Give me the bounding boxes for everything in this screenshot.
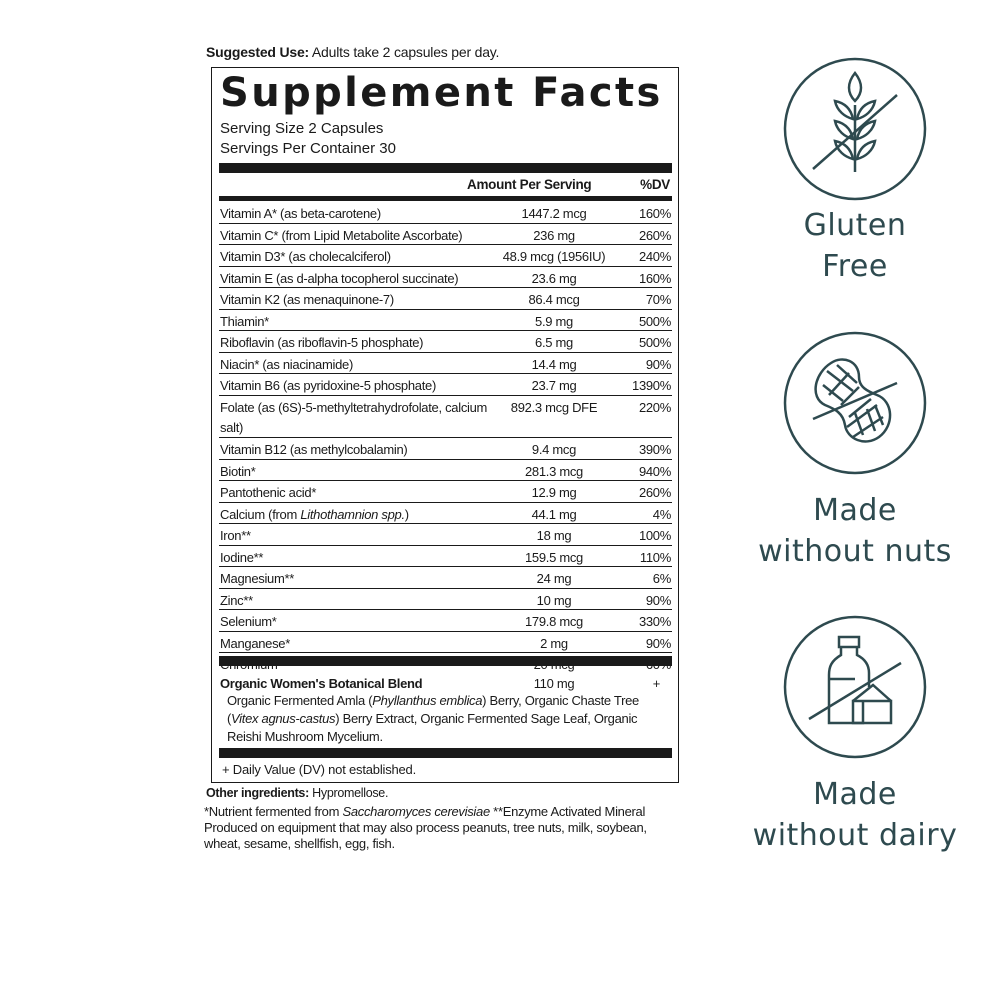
- nutrient-name: Pantothenic acid*: [220, 485, 317, 501]
- nutrient-name: Niacin* (as niacinamide): [220, 356, 353, 372]
- table-row: [219, 352, 672, 374]
- nutrient-amount: 281.3 mcg: [524, 463, 583, 479]
- table-row: [219, 437, 672, 459]
- nutrient-name: Calcium (from Lithothamnion spp.): [220, 506, 409, 522]
- nutrient-name: Biotin*: [220, 463, 256, 479]
- nutrient-amount: 10 mg: [536, 592, 572, 608]
- nutrient-name: Selenium*: [220, 614, 277, 630]
- nutrient-table: [219, 202, 672, 674]
- header-dv: %DV: [640, 177, 670, 192]
- badge-line: without dairy: [752, 818, 958, 853]
- serving-size: Serving Size 2 Capsules: [220, 120, 384, 137]
- blend-dv: +: [652, 676, 660, 691]
- other-ingredients-text: Hypromellose.: [312, 786, 389, 800]
- nutrient-amount: 23.7 mg: [531, 378, 577, 394]
- nutrient-amount: 14.4 mg: [531, 356, 577, 372]
- table-row: [219, 244, 672, 266]
- footnote-text: **Enzyme Activated Mineral: [489, 804, 646, 819]
- table-row: [219, 309, 672, 331]
- badge-line: Made: [813, 777, 897, 812]
- table-row: [219, 373, 672, 395]
- divider-thick: [219, 656, 672, 666]
- nutrient-dv: 110%: [639, 549, 671, 565]
- nutrient-name: Folate (as (6S)-5-methyltetrahydrofolate, calcium salt): [220, 399, 488, 435]
- badge-line: Free: [822, 249, 888, 284]
- blend-description: [227, 692, 667, 746]
- blend-desc-italic: Vitex agnus-castus: [231, 711, 336, 726]
- nutrient-name: Vitamin E (as d-alpha tocopherol succinate): [220, 270, 459, 286]
- nutrient-name: Vitamin B12 (as methylcobalamin): [220, 442, 408, 458]
- nutrient-dv: 500%: [638, 313, 671, 329]
- table-row: [219, 395, 672, 437]
- nutrient-dv: 220%: [638, 399, 671, 415]
- badge-label-dairy: [705, 774, 1000, 856]
- nutrient-amount: 44.1 mg: [531, 506, 577, 522]
- table-row: [219, 609, 672, 631]
- nutrient-name: Vitamin D3* (as cholecalciferol): [220, 249, 391, 265]
- blend-amount: 110 mg: [533, 676, 575, 691]
- divider-thick: [219, 748, 672, 758]
- nutrient-dv: 940%: [638, 463, 671, 479]
- header-amount: Amount Per Serving: [467, 177, 592, 192]
- nutrient-dv: 390%: [638, 442, 671, 458]
- nutrient-dv: 6%: [652, 571, 671, 587]
- blend-desc-italic: Phyllanthus emblica: [372, 693, 483, 708]
- badge-line: Gluten: [803, 208, 907, 243]
- nutrient-amount: 23.6 mg: [531, 270, 577, 286]
- nutrient-dv: 90%: [645, 592, 671, 608]
- divider-medium: [219, 196, 672, 201]
- nutrient-amount: 12.9 mg: [531, 485, 577, 501]
- nutrient-name: Vitamin B6 (as pyridoxine-5 phosphate): [220, 378, 436, 394]
- footnote-text: *Nutrient fermented from: [204, 804, 343, 819]
- nutrient-dv: 160%: [638, 270, 671, 286]
- table-row: [219, 287, 672, 309]
- nutrient-dv: 330%: [638, 614, 671, 630]
- footnote-italic: Saccharomyces cerevisiae: [342, 804, 490, 819]
- suggested-use-text: Adults take 2 capsules per day.: [311, 44, 500, 60]
- servings-per-container: Servings Per Container 30: [220, 140, 396, 157]
- nutrient-amount: 159.5 mcg: [524, 549, 583, 565]
- nut-free-icon: [783, 331, 927, 475]
- nutrient-dv: 4%: [652, 506, 671, 522]
- nutrient-amount: 2 mg: [540, 635, 568, 651]
- suggested-use: [206, 44, 499, 60]
- nutrient-dv: 240%: [638, 249, 671, 265]
- divider-thick: [219, 163, 672, 173]
- nutrient-dv: 260%: [638, 485, 671, 501]
- nutrient-name: Vitamin A* (as beta-carotene): [220, 206, 381, 221]
- blend-desc-text: Organic Fermented Amla (: [227, 693, 373, 708]
- nutrient-dv: 260%: [638, 227, 671, 243]
- badge-line: Made: [813, 493, 897, 528]
- nutrient-amount: 24 mg: [536, 571, 572, 587]
- nutrient-dv: 90%: [645, 635, 671, 651]
- badge-line: without nuts: [758, 534, 952, 569]
- nutrient-name: Iodine**: [220, 549, 264, 565]
- gluten-free-icon: [783, 57, 927, 201]
- nutrient-name: Thiamin*: [220, 313, 269, 329]
- footnote-allergen: Produced on equipment that may also process peanuts, tree nuts, milk, soybean, wheat, sesame, shellfish, egg, fish.: [204, 820, 647, 851]
- badge-label-gluten: [705, 205, 1000, 287]
- nutrient-amount: 5.9 mg: [535, 313, 573, 329]
- nutrient-amount: 892.3 mcg DFE: [510, 399, 598, 415]
- nutrient-dv: 500%: [638, 335, 671, 351]
- nutrient-amount: 1447.2 mcg: [521, 206, 587, 221]
- nutrient-dv: 90%: [645, 356, 671, 372]
- nutrient-amount: 236 mg: [533, 227, 575, 243]
- nutrient-amount: 48.9 mcg (1956IU): [502, 249, 606, 265]
- supplement-facts-panel: [211, 67, 679, 783]
- blend-desc-text: ) Berry, Organic Chaste Tree (: [227, 693, 639, 726]
- table-row: [219, 459, 672, 481]
- footnote: [204, 804, 674, 852]
- badge-label-nuts: [705, 490, 1000, 572]
- other-ingredients: [206, 786, 388, 800]
- nutrient-dv: 1390%: [632, 378, 671, 394]
- nutrient-name: Magnesium**: [220, 571, 295, 587]
- panel-title: Supplement Facts: [220, 70, 663, 116]
- nutrient-amount: 9.4 mcg: [531, 442, 577, 458]
- table-row: [219, 588, 672, 610]
- table-row: [219, 502, 672, 524]
- nutrient-amount: 6.5 mg: [535, 335, 573, 351]
- nutrient-amount: 18 mg: [536, 528, 572, 544]
- nutrient-name: Riboflavin (as riboflavin-5 phosphate): [220, 335, 424, 351]
- table-row: [219, 223, 672, 245]
- nutrient-dv: 70%: [645, 292, 671, 308]
- dv-note: + Daily Value (DV) not established.: [222, 762, 416, 777]
- table-row: [219, 631, 672, 653]
- blend-name: Organic Women's Botanical Blend: [220, 676, 423, 691]
- table-row: [219, 523, 672, 545]
- nutrient-name: Iron**: [220, 528, 251, 544]
- table-row: [219, 202, 672, 223]
- table-row: [219, 266, 672, 288]
- blend-desc-text: ) Berry Extract, Organic Fermented Sage Leaf, Organic Reishi Mushroom Mycelium.: [227, 711, 638, 744]
- table-row: [219, 480, 672, 502]
- nutrient-name: Vitamin K2 (as menaquinone-7): [220, 292, 394, 308]
- nutrient-name: Manganese*: [220, 635, 290, 651]
- suggested-use-label: Suggested Use:: [206, 44, 309, 60]
- dairy-free-icon: [783, 615, 927, 759]
- nutrient-name: Vitamin C* (from Lipid Metabolite Ascorbate): [220, 227, 463, 243]
- nutrient-amount: 179.8 mcg: [524, 614, 583, 630]
- nutrient-name: Zinc**: [220, 592, 253, 608]
- other-ingredients-label: Other ingredients:: [206, 786, 309, 800]
- table-row: [219, 566, 672, 588]
- table-row: [219, 545, 672, 567]
- nutrient-dv: 160%: [638, 206, 671, 221]
- table-row: [219, 330, 672, 352]
- nutrient-amount: 86.4 mcg: [528, 292, 580, 308]
- nutrient-dv: 100%: [638, 528, 671, 544]
